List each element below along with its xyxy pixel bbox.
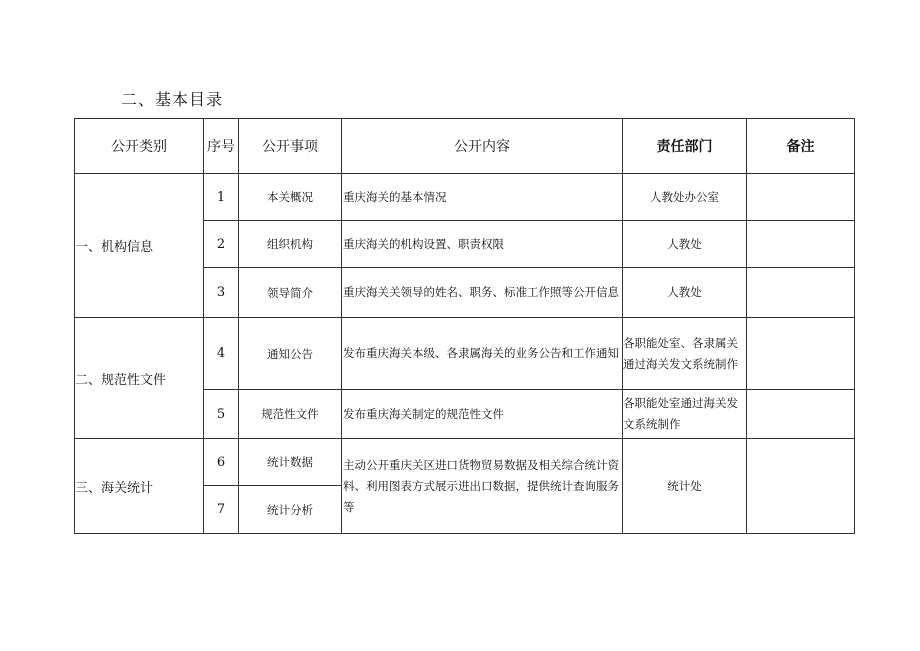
note-cell [747, 221, 855, 268]
header-seq: 序号 [204, 119, 239, 174]
item-cell: 统计分析 [239, 486, 342, 534]
table-row [75, 439, 855, 486]
directory-table [74, 118, 855, 534]
table-header-row [75, 119, 855, 174]
header-content: 公开内容 [342, 119, 623, 174]
seq-cell: 7 [204, 486, 239, 534]
seq-cell: 3 [204, 268, 239, 318]
note-cell [747, 318, 855, 390]
item-cell: 本关概况 [239, 174, 342, 221]
content-cell: 主动公开重庆关区进口货物贸易数据及相关综合统计资料、利用图表方式展示进出口数据，提供统计查询服务等 [342, 439, 623, 534]
seq-cell: 5 [204, 390, 239, 439]
seq-cell: 2 [204, 221, 239, 268]
item-cell: 领导简介 [239, 268, 342, 318]
item-cell: 组织机构 [239, 221, 342, 268]
dept-cell: 人教处 [623, 221, 747, 268]
header-note: 备注 [747, 119, 855, 174]
seq-cell: 6 [204, 439, 239, 486]
dept-cell: 人教处办公室 [623, 174, 747, 221]
dept-cell: 统计处 [623, 439, 747, 534]
category-cell: 三、海关统计 [75, 439, 204, 534]
category-cell: 一、机构信息 [75, 174, 204, 318]
item-cell: 统计数据 [239, 439, 342, 486]
content-cell: 重庆海关关领导的姓名、职务、标准工作照等公开信息 [342, 268, 623, 318]
note-cell [747, 439, 855, 534]
item-cell: 通知公告 [239, 318, 342, 390]
note-cell [747, 174, 855, 221]
content-cell: 发布重庆海关制定的规范性文件 [342, 390, 623, 439]
item-cell: 规范性文件 [239, 390, 342, 439]
header-dept: 责任部门 [623, 119, 747, 174]
header-item: 公开事项 [239, 119, 342, 174]
table-row [75, 174, 855, 221]
note-cell [747, 268, 855, 318]
dept-cell: 人教处 [623, 268, 747, 318]
table-row [75, 318, 855, 390]
content-cell: 发布重庆海关本级、各隶属海关的业务公告和工作通知 [342, 318, 623, 390]
category-cell: 二、规范性文件 [75, 318, 204, 439]
dept-cell: 各职能处室、各隶属关通过海关发文系统制作 [623, 318, 747, 390]
note-cell [747, 390, 855, 439]
section-heading: 二、基本目录 [121, 90, 224, 109]
header-category: 公开类别 [75, 119, 204, 174]
dept-cell: 各职能处室通过海关发文系统制作 [623, 390, 747, 439]
seq-cell: 1 [204, 174, 239, 221]
content-cell: 重庆海关的基本情况 [342, 174, 623, 221]
content-cell: 重庆海关的机构设置、职责权限 [342, 221, 623, 268]
seq-cell: 4 [204, 318, 239, 390]
